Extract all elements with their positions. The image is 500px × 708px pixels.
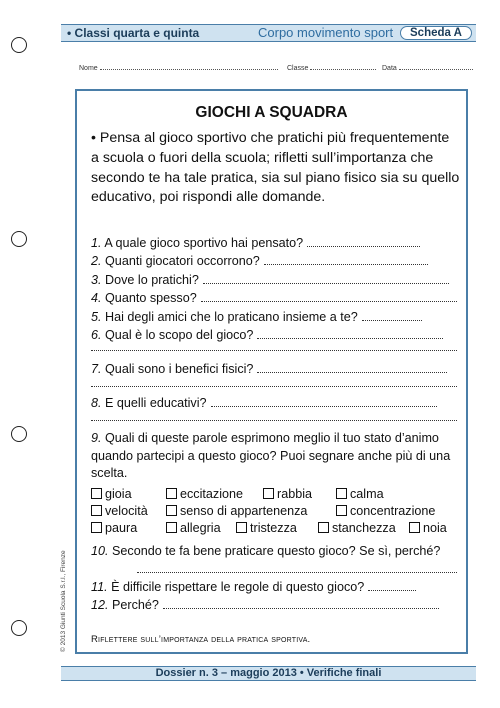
question-number: 10. <box>91 544 109 558</box>
choice-velocita[interactable] <box>91 504 148 518</box>
question-9 <box>91 430 459 483</box>
question-text: Hai degli amici che lo praticano insieme a te? <box>105 310 358 324</box>
copyright-notice: © 2013 Giunti Scuola S.r.l., Firenze <box>60 550 67 652</box>
question-text: Quali sono i benefici fisici? <box>105 362 254 376</box>
answer-line[interactable] <box>137 571 457 573</box>
question-4[interactable] <box>91 291 457 305</box>
choice-calma[interactable] <box>336 487 384 501</box>
choice-eccitazione[interactable] <box>166 487 243 501</box>
question-1[interactable] <box>91 236 420 250</box>
question-number: 12. <box>91 598 109 612</box>
name-field[interactable] <box>79 63 278 72</box>
class-field[interactable] <box>287 63 376 72</box>
choice-paura[interactable] <box>91 521 137 535</box>
binder-hole-3 <box>11 426 27 442</box>
checkbox[interactable] <box>91 505 102 516</box>
question-number: 3. <box>91 273 102 287</box>
binder-hole-1 <box>11 37 27 53</box>
name-label: Nome <box>79 65 98 72</box>
choice-noia[interactable] <box>409 521 447 535</box>
checkbox[interactable] <box>166 505 177 516</box>
question-text: E quelli educativi? <box>105 396 207 410</box>
question-text: A quale gioco sportivo hai pensato? <box>104 236 304 250</box>
question-3[interactable] <box>91 273 449 287</box>
choice-rabbia[interactable] <box>263 487 312 501</box>
choice-label: tristezza <box>250 521 297 535</box>
question-11[interactable] <box>91 580 416 594</box>
checkbox[interactable] <box>91 488 102 499</box>
question-number: 9. <box>91 431 102 445</box>
class-label: Classe <box>287 65 309 72</box>
date-field[interactable] <box>382 63 473 72</box>
checkbox[interactable] <box>263 488 274 499</box>
question-5[interactable] <box>91 310 422 324</box>
question-7[interactable] <box>91 362 447 376</box>
checkbox[interactable] <box>91 522 102 533</box>
intro-text: • Pensa al gioco sportivo che pratichi più frequentemente a scuola o fuori della scuola; rifletti sull’importanza che secondo te ha tale pratica, sia sul piano fisico sia su quello educativo, poi rispondi alle domande. <box>91 130 460 206</box>
page-header <box>61 24 476 42</box>
question-number: 1. <box>91 236 102 250</box>
choice-label: stanchezza <box>332 521 396 535</box>
subject-label: Corpo movimento sport <box>258 25 394 40</box>
choice-senso-di-appartenenza[interactable] <box>166 504 307 518</box>
choice-tristezza[interactable] <box>236 521 297 535</box>
page-footer: Dossier n. 3 – maggio 2013 • Verifiche finali <box>61 666 476 681</box>
question-text: Secondo te fa bene praticare questo gioco? Se sì, perché? <box>112 544 441 558</box>
choice-label: allegria <box>180 521 221 535</box>
checkbox[interactable] <box>318 522 329 533</box>
grade-label: • Classi quarta e quinta <box>67 26 200 40</box>
question-text: Quanto spesso? <box>105 291 197 305</box>
answer-line[interactable] <box>91 385 457 387</box>
checkbox[interactable] <box>336 488 347 499</box>
question-8[interactable] <box>91 396 437 410</box>
question-text: Quanti giocatori occorrono? <box>105 254 260 268</box>
checkbox[interactable] <box>166 488 177 499</box>
question-text: Perché? <box>112 598 159 612</box>
answer-line[interactable] <box>91 419 457 421</box>
binder-hole-2 <box>11 231 27 247</box>
question-text: È difficile rispettare le regole di questo gioco? <box>111 580 365 594</box>
checkbox[interactable] <box>336 505 347 516</box>
choice-stanchezza[interactable] <box>318 521 396 535</box>
question-number: 8. <box>91 396 102 410</box>
choice-label: gioia <box>105 487 132 501</box>
question-text: Qual è lo scopo del gioco? <box>105 328 254 342</box>
choice-allegria[interactable] <box>166 521 221 535</box>
question-number: 2. <box>91 254 102 268</box>
question-number: 6. <box>91 328 102 342</box>
answer-line[interactable] <box>91 349 457 351</box>
question-number: 11. <box>91 580 108 594</box>
sheet-badge: Scheda A <box>400 26 472 40</box>
question-number: 7. <box>91 362 102 376</box>
checkbox[interactable] <box>166 522 177 533</box>
footnote: Riflettere sull’importanza della pratica sportiva. <box>91 634 311 645</box>
choice-label: paura <box>105 521 138 535</box>
choice-label: eccitazione <box>180 487 244 501</box>
choice-label: concentrazione <box>350 504 436 518</box>
date-label: Data <box>382 65 397 72</box>
choice-label: senso di appartenenza <box>180 504 308 518</box>
choice-gioia[interactable] <box>91 487 132 501</box>
choice-label: noia <box>423 521 447 535</box>
question-text: Dove lo pratichi? <box>105 273 199 287</box>
binder-hole-4 <box>11 620 27 636</box>
question-6[interactable] <box>91 328 443 342</box>
page-title: GIOCHI A SQUADRA <box>195 104 348 121</box>
choice-label: calma <box>350 487 384 501</box>
checkbox[interactable] <box>236 522 247 533</box>
question-number: 4. <box>91 291 102 305</box>
question-2[interactable] <box>91 254 428 268</box>
worksheet-frame <box>75 89 468 654</box>
question-number: 5. <box>91 310 102 324</box>
question-12[interactable] <box>91 598 439 612</box>
choice-label: velocità <box>105 504 148 518</box>
choice-concentrazione[interactable] <box>336 504 435 518</box>
checkbox[interactable] <box>409 522 420 533</box>
question-10[interactable] <box>91 543 459 561</box>
question-text: Quali di queste parole esprimono meglio il tuo stato d’animo quando partecipi a questo gioco? Puoi segnare anche più di una scelta. <box>91 431 451 480</box>
choice-label: rabbia <box>277 487 313 501</box>
